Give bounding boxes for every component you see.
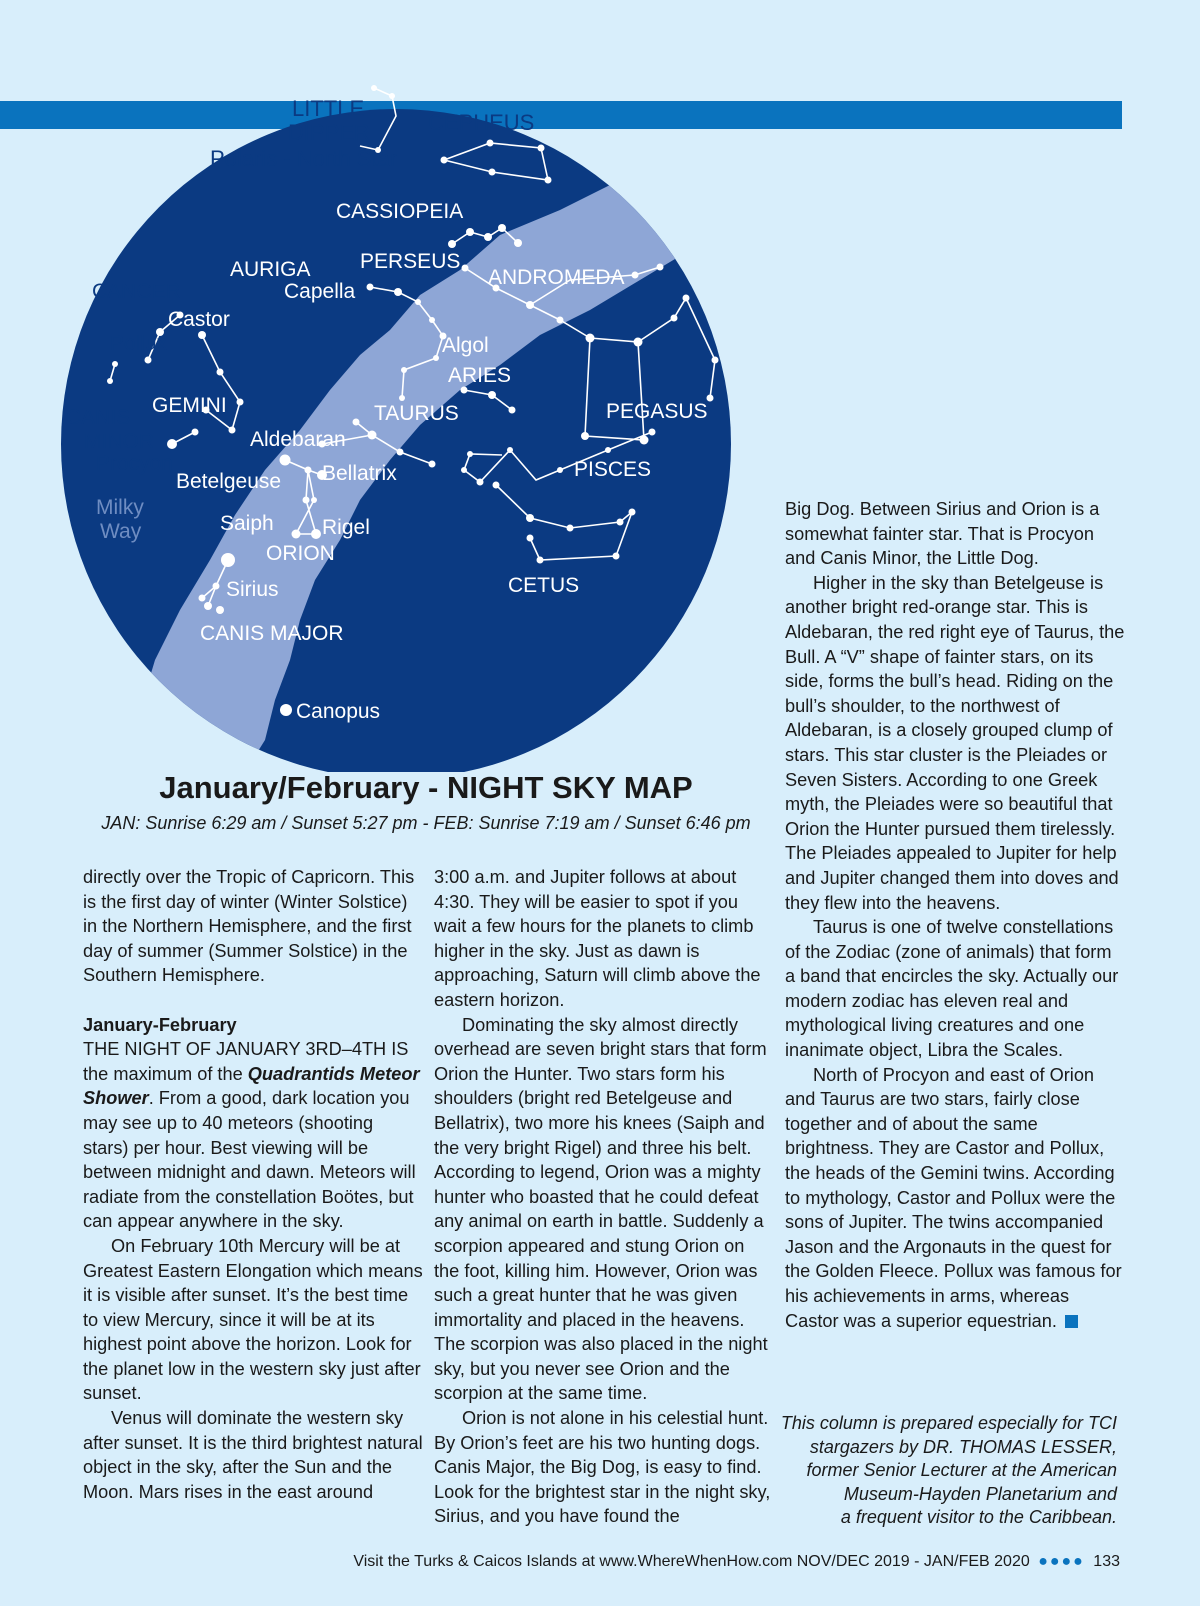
label-cassiopeia: CASSIOPEIA (336, 200, 464, 223)
label-bellatrix: Bellatrix (322, 462, 397, 485)
paragraph (83, 1037, 423, 1234)
label-pisces: PISCES (574, 458, 652, 481)
article-column-1 (83, 865, 423, 1504)
page-number: 133 (1093, 1553, 1120, 1570)
section-subhead: January-February (83, 1014, 237, 1035)
credit-line: Museum-Hayden Planetarium and (843, 1483, 1117, 1504)
label-canis-minor-2: MINOR (84, 430, 154, 453)
label-rigel: Rigel (322, 516, 370, 539)
label-sirius: Sirius (226, 578, 279, 601)
label-taurus: TAURUS (374, 402, 459, 425)
label-castor: Castor (168, 308, 230, 331)
label-little-dipper-1: LITTLE (292, 96, 365, 121)
paragraph: Orion is not alone in his celestial hunt. By Orion’s feet are his two hunting dogs. Canis Major, the Big Dog, is easy to find. Look for the brightest star in the night sky, Sirius, and you have found the (434, 1408, 771, 1527)
paragraph (785, 1063, 1125, 1334)
paragraph: Venus will dominate the western sky after sunset. It is the third brightest natural object in the sky, after the Sun and the Moon. Mars rises in the east around (83, 1408, 423, 1502)
label-gemini: GEMINI (152, 394, 227, 417)
label-auriga: AURIGA (230, 258, 311, 281)
meteor-shower-name: Quadrantids Meteor Shower (83, 1063, 420, 1109)
credit-line: This column is prepared especially for TCI (780, 1413, 1117, 1433)
paragraph: Dominating the sky almost directly overhead are seven bright stars that form Orion the Hunter. Two stars form his shoulders (bright red Betelgeuse and Bellatrix), two more his knees (Saiph and the very bright Rigel) and three his belt. According to legend, Orion was a mighty hunter who boasted that he could defeat any animal on earth in battle. Suddenly a scorpion appeared and stung Orion on the foot, killing him. However, Orion was such a great hunter that he was given immortality and placed in the heavens. The scorpion was also placed in the night sky, but you never see Orion and the scorpion at the same time. (434, 1014, 768, 1404)
label-cepheus: CEPHEUS (428, 110, 535, 135)
label-pegasus: PEGASUS (606, 400, 708, 423)
paragraph-text: THE NIGHT OF JANUARY 3RD–4TH IS the maximum of the (83, 1039, 409, 1084)
label-cancer: CANCER (92, 280, 181, 303)
paragraph: Taurus is one of twelve constellations of the Zodiac (zone of animals) that form a band that encircles the sky. Actually our modern zodiac has eleven real and mythological living creatures and one inanimate object, Libra the Scales. (785, 917, 1119, 1061)
paragraph: On February 10th Mercury will be at Greatest Eastern Elongation which means it is visible after sunset. It’s the best time to view Mercury, since it will be at its highest point above the horizon. Look for the planet low in the western sky just after sunset. (83, 1235, 423, 1404)
label-canis-minor-1: CANIS (66, 406, 131, 429)
footer-dots-icon: ●●●● (1038, 1553, 1085, 1570)
label-saiph: Saiph (220, 512, 274, 535)
end-mark-icon (1065, 1315, 1078, 1328)
paragraph: Big Dog. Between Sirius and Orion is a somewhat fainter star. That is Procyon and Canis Minor, the Little Dog. (785, 499, 1100, 569)
label-orion: ORION (266, 542, 335, 565)
paragraph-text: . From a good, dark location you may see up to 40 meteors (shooting stars) per hour. Best viewing will be between midnight and dawn. Meteors will radiate from the constellation Boötes, but can appear anywhere in the sky. (83, 1088, 416, 1232)
credit-line: a frequent visitor to the Caribbean. (840, 1507, 1117, 1527)
page-footer (270, 1553, 1120, 1571)
footer-text: Visit the Turks & Caicos Islands at www.WhereWhenHow.com NOV/DEC 2019 - JAN/FEB 2020 (353, 1553, 1030, 1570)
paragraph: Higher in the sky than Betelgeuse is another bright red-orange star. This is Aldebaran, the red right eye of Taurus, the Bull. A “V” shape of fainter stars, on its side, forms the bull’s head. Riding on the bull’s shoulder, to the northwest of Aldebaran, is a closely grouped clump of stars. This star cluster is the Pleiades or Seven Sisters. According to one Greek myth, the Pleiades were so beautiful that Orion the Hunter pursued them tirelessly. The Pleiades appealed to Jupiter for help and Jupiter changed them into doves and they flew into the heavens. (785, 572, 1125, 913)
article-column-2 (434, 865, 774, 1529)
paragraph: directly over the Tropic of Capricorn. This is the first day of winter (Winter Solstice) in the Northern Hemisphere, and the first day of summer (Summer Solstice) in the Southern Hemisphere. (83, 867, 415, 986)
label-perseus: PERSEUS (360, 250, 461, 273)
credit-line: former Senior Lecturer at the American (806, 1460, 1117, 1480)
label-capella: Capella (284, 280, 356, 303)
label-cetus: CETUS (508, 574, 580, 597)
sunrise-sunset-line: JAN: Sunrise 6:29 am / Sunset 5:27 pm - FEB: Sunrise 7:19 am / Sunset 6:46 pm (101, 813, 751, 833)
label-andromeda: ANDROMEDA (488, 266, 625, 289)
night-sky-map (60, 60, 760, 772)
map-title: January/February - NIGHT SKY MAP (159, 770, 693, 805)
article-column-3 (785, 497, 1125, 1333)
credit-line: stargazers by DR. THOMAS LESSER, (809, 1436, 1117, 1457)
label-betelgeuse: Betelgeuse (176, 470, 282, 493)
label-procyon: Procyon (96, 452, 174, 475)
paragraph-text: North of Procyon and east of Orion and Taurus are two stars, fairly close together and of about the same brightness. They are Castor and Pollux, the heads of the Gemini twins. According to mythology, Castor and Pollux were the sons of Jupiter. The twins accompanied Jason and the Argonauts in the quest for the Golden Fleece. Pollux was famous for his achievements in arms, whereas Castor was a superior equestrian. (785, 1064, 1122, 1331)
label-aldebaran: Aldebaran (250, 428, 346, 451)
label-pollux: Pollux (110, 332, 168, 355)
label-milky-way-2: Way (100, 520, 142, 543)
label-milky-way-1: Milky (96, 496, 144, 519)
label-aries: ARIES (448, 364, 512, 387)
label-canopus: Canopus (296, 700, 381, 723)
label-canis-major: CANIS MAJOR (200, 622, 344, 645)
label-polaris: Polaris - North Star (210, 146, 398, 171)
author-credit (770, 1412, 1117, 1530)
paragraph: 3:00 a.m. and Jupiter follows at about 4:30. They will be easier to spot if you wait a few hours for the planets to climb higher in the sky. Just as dawn is approaching, Saturn will climb above the eastern horizon. (434, 867, 761, 1010)
label-little-dipper-2: DIPPER (288, 120, 370, 145)
label-algol: Algol (442, 334, 489, 357)
